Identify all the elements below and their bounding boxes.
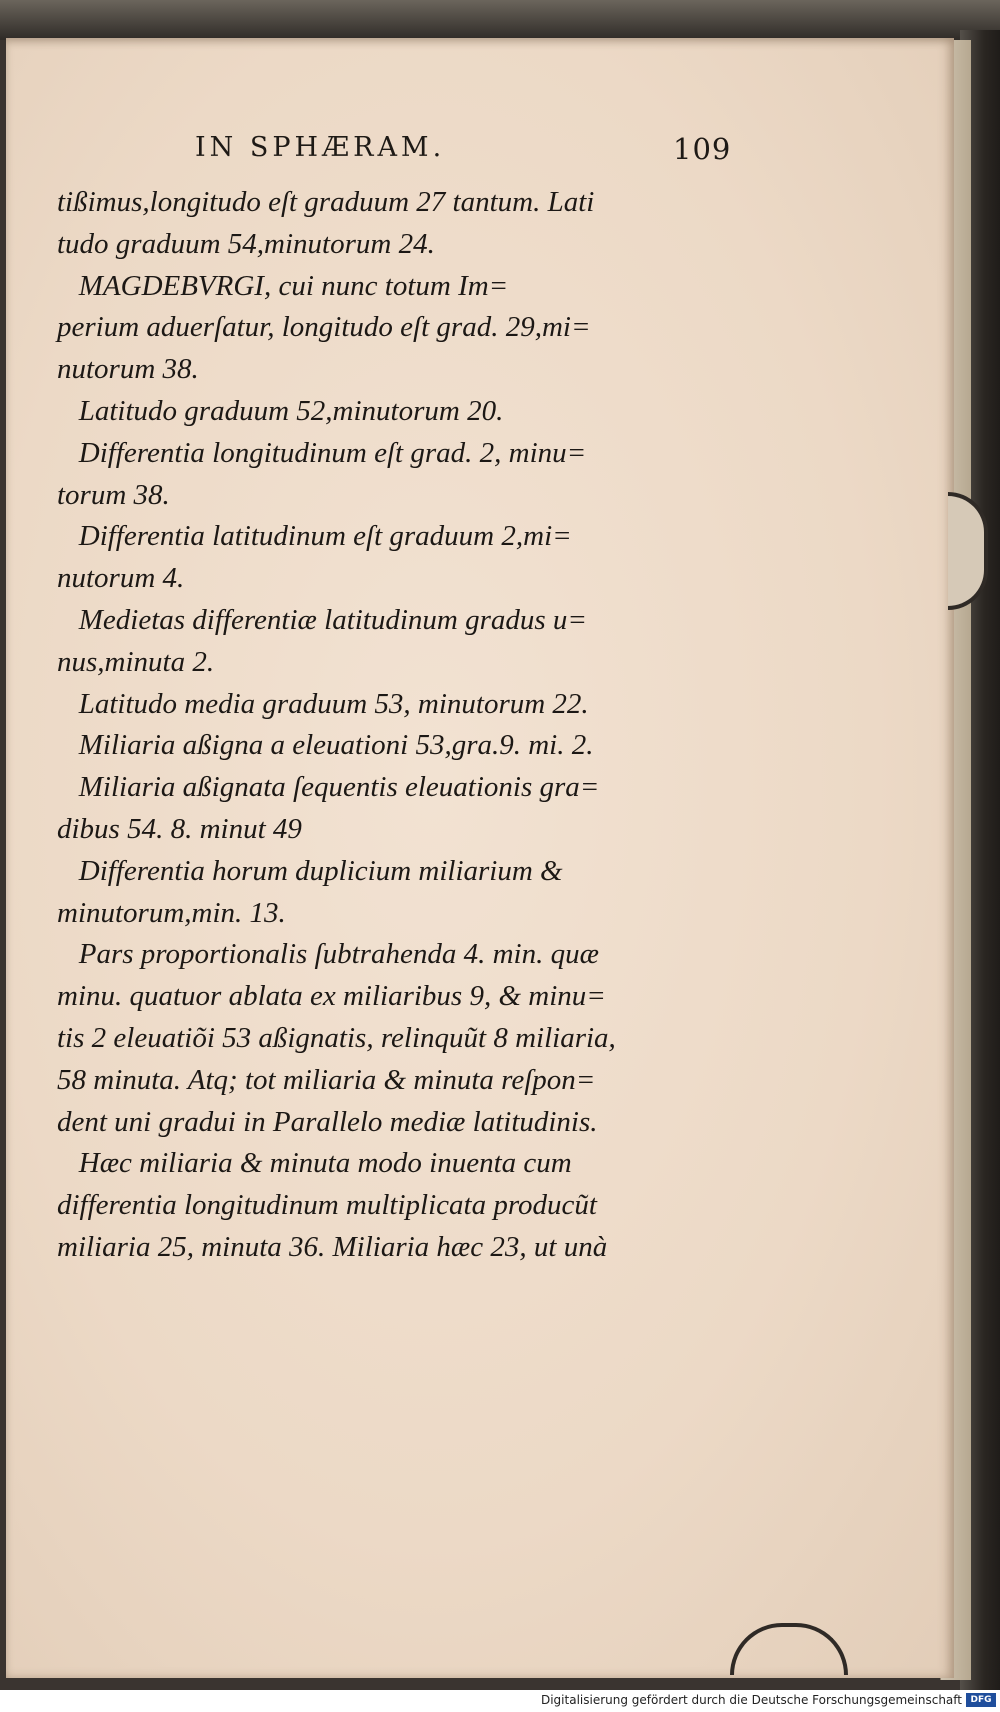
text-line: nus,minuta 2. [57, 645, 215, 678]
text-line: Pars proportionalis ſubtrahenda 4. min. quæ [57, 938, 599, 971]
running-head: IN SPHÆRAM. [195, 132, 446, 163]
text-line: MAGDEBVRGI, cui nunc totum Im= [57, 269, 509, 302]
footer-bar [0, 1690, 1000, 1712]
running-header [195, 132, 755, 172]
text-line: nutorum 38. [57, 353, 199, 386]
text-line: Latitudo media graduum 53, minutorum 22. [57, 687, 589, 720]
text-line: nutorum 4. [57, 562, 185, 595]
text-line: minu. quatuor ablata ex miliaribus 9, & minu= [57, 980, 606, 1013]
text-line: dent uni gradui in Parallelo mediæ latitudinis. [57, 1105, 598, 1138]
text-line: perium aduerſatur, longitudo eſt grad. 29,mi= [57, 311, 591, 344]
text-line: differentia longitudinum multiplicata producũt [57, 1189, 597, 1222]
text-line: minutorum,min. 13. [57, 896, 286, 929]
text-line: miliaria 25, minuta 36. Miliaria hæc 23, ut unà [57, 1230, 608, 1263]
page-number: 109 [673, 132, 732, 166]
text-line: Latitudo graduum 52,minutorum 20. [57, 394, 504, 427]
text-line: Differentia longitudinum eſt grad. 2, minu= [57, 436, 587, 469]
funding-credit: Digitalisierung gefördert durch die Deutsche Forschungsgemeinschaft [540, 1693, 962, 1707]
text-line: dibus 54. 8. minut 49 [57, 812, 302, 845]
text-line: Differentia latitudinum eſt graduum 2,mi= [57, 520, 572, 553]
dfg-logo-icon: DFG [966, 1693, 996, 1707]
text-line: Hæc miliaria & minuta modo inuenta cum [57, 1147, 572, 1180]
text-line: Differentia horum duplicium miliarium & [57, 854, 563, 887]
text-line: tis 2 eleuatiõi 53 aßignatis, relinquũt 8 miliaria, [57, 1021, 616, 1054]
text-line: Miliaria aßignata ſequentis eleuationis gra= [57, 771, 600, 804]
page-body [57, 182, 747, 1269]
book-top-edge [0, 0, 1000, 40]
text-line: tißimus,longitudo eſt graduum 27 tantum. Lati [57, 186, 595, 218]
text-line: torum 38. [57, 478, 170, 511]
text-line: 58 minuta. Atq; tot miliaria & minuta reſpon= [57, 1063, 596, 1096]
text-line: tudo graduum 54,minutorum 24. [57, 227, 435, 260]
text-line: Medietas differentiæ latitudinum gradus u= [57, 603, 588, 636]
text-line: Miliaria aßigna a eleuationi 53,gra.9. mi. 2. [57, 729, 594, 762]
